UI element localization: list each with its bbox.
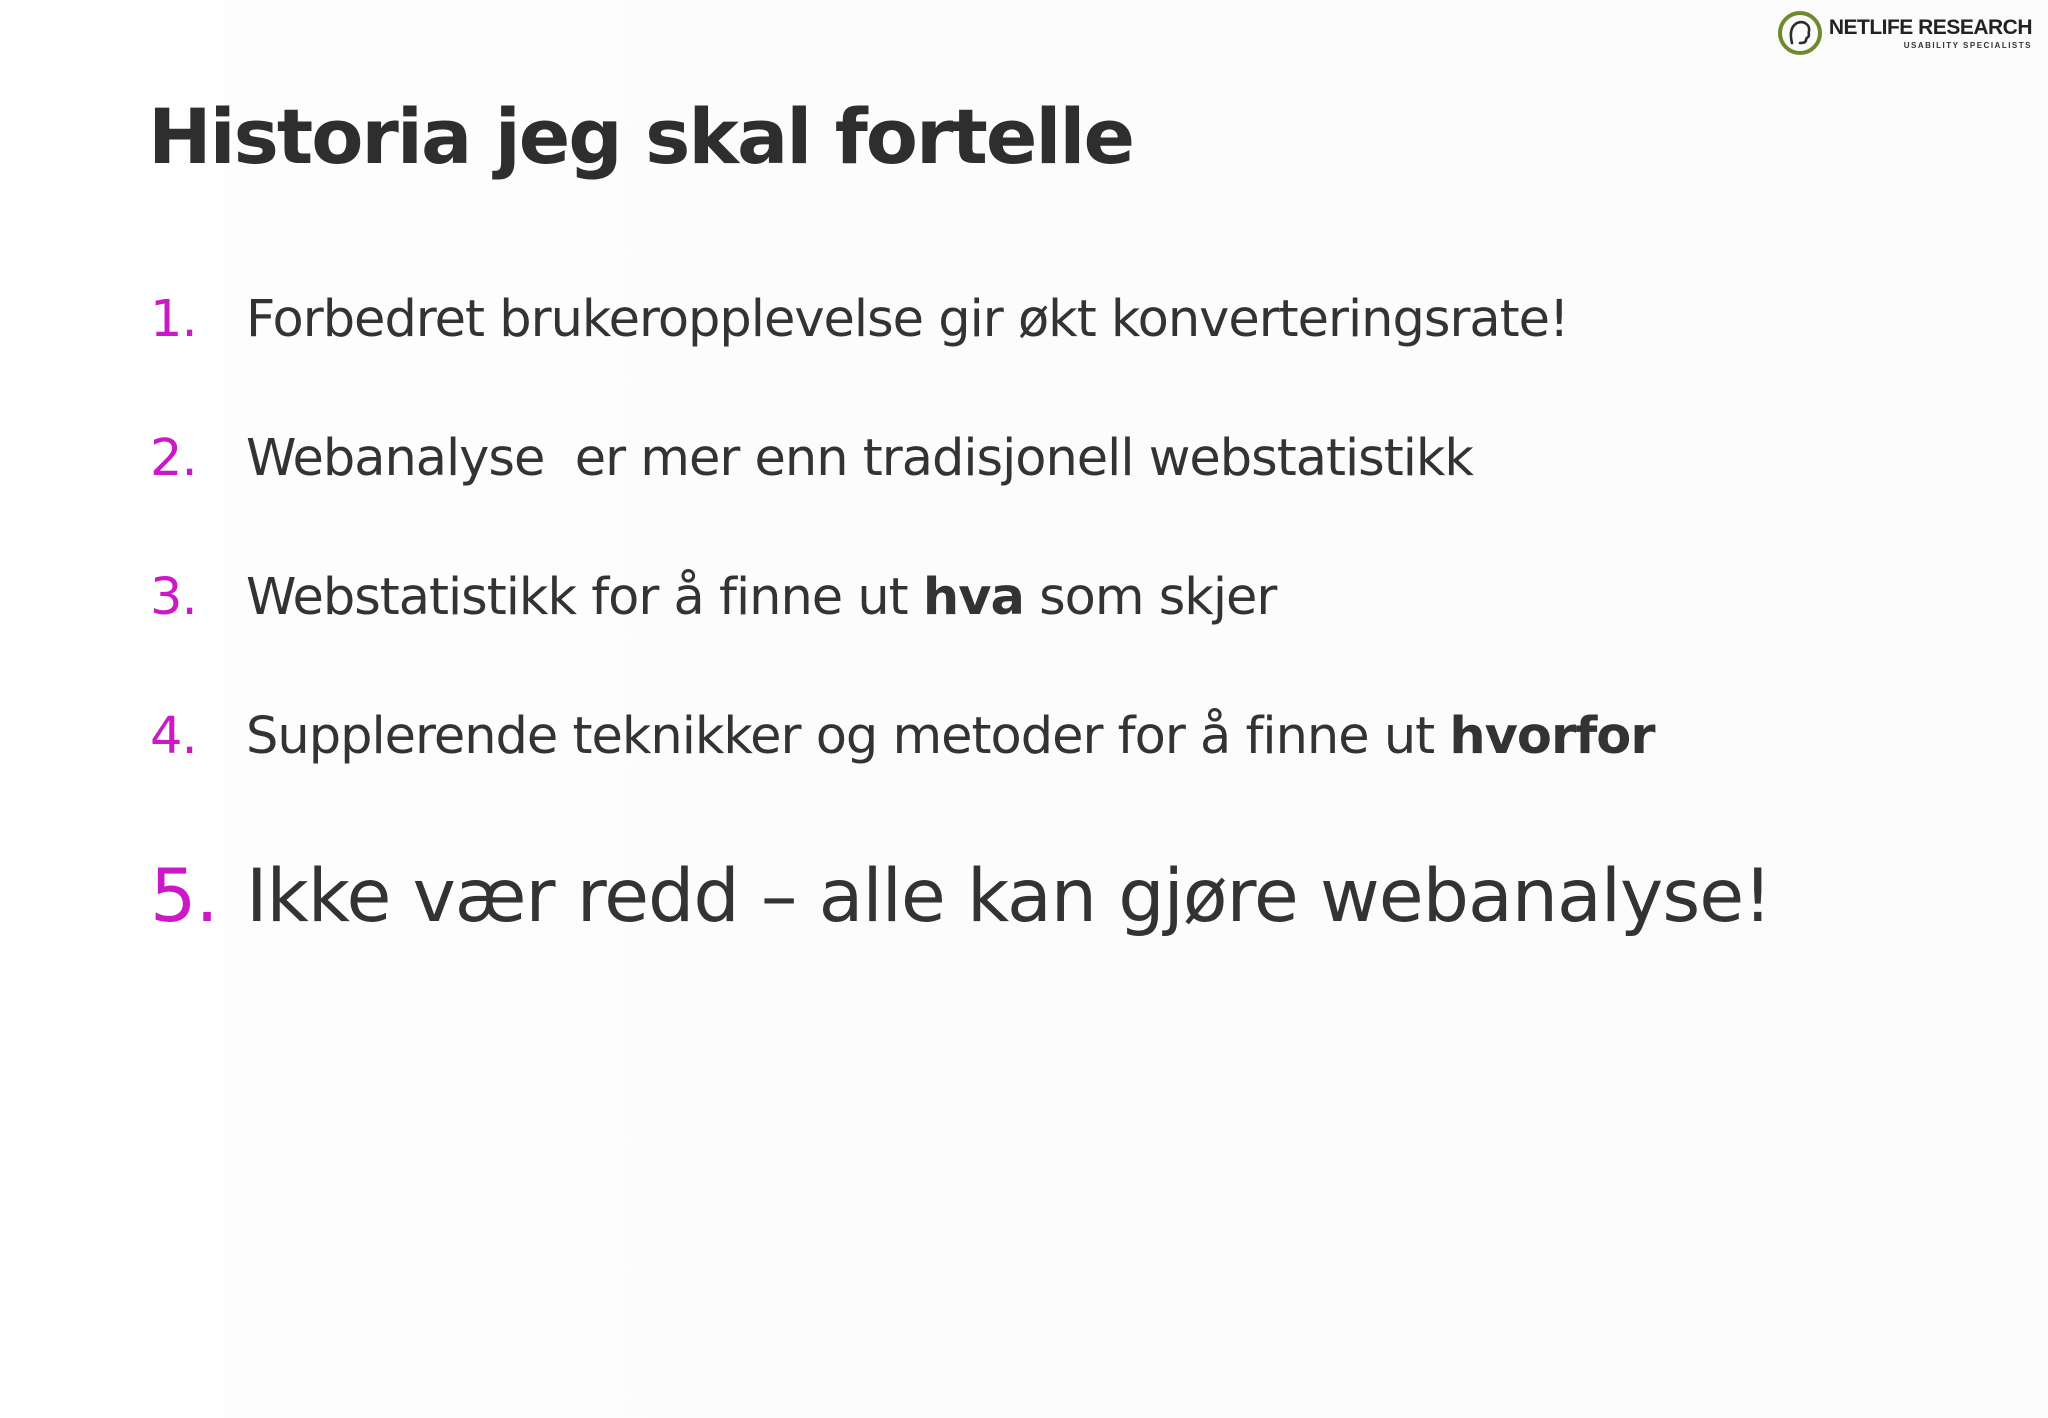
list-text xyxy=(246,290,1568,349)
list-number: 5. xyxy=(150,854,218,939)
slide-title: Historia jeg skal fortelle xyxy=(148,92,1134,181)
list-item xyxy=(150,568,1771,707)
list-item xyxy=(150,290,1771,429)
logo-name: NETLIFE RESEARCH xyxy=(1828,15,2032,39)
logo-text xyxy=(1829,17,2032,50)
list-text-part: Webstatistikk for å finne ut xyxy=(246,568,923,627)
list-item xyxy=(150,429,1771,568)
list-number: 2. xyxy=(150,429,197,488)
list-text-part: Forbedret brukeropplevelse gir økt konverteringsrate! xyxy=(246,290,1569,349)
list-text xyxy=(246,707,1655,766)
list-text-part: Supplerende teknikker og metoder for å finne ut xyxy=(246,707,1450,766)
list-text-emphasis: hvorfor xyxy=(1449,707,1655,766)
list-text-part: Webanalyse er mer enn tradisjonell webstatistikk xyxy=(246,429,1473,488)
list-text-part: Ikke vær redd – alle kan gjøre webanalyse! xyxy=(246,854,1772,939)
list-number: 4. xyxy=(150,707,197,766)
list-number: 1. xyxy=(150,290,197,349)
list-item-highlight xyxy=(150,854,1771,993)
list-number: 3. xyxy=(150,568,197,627)
list-text xyxy=(246,854,1771,939)
netlife-logo xyxy=(1777,10,2032,56)
list-text-part: som skjer xyxy=(1023,568,1277,627)
list-item xyxy=(150,707,1771,846)
head-profile-icon xyxy=(1777,10,1823,56)
list-text xyxy=(246,568,1276,627)
logo-tagline: USABILITY SPECIALISTS xyxy=(1903,40,2032,50)
list-text xyxy=(246,429,1473,488)
numbered-list xyxy=(150,290,1771,993)
list-text-emphasis: hva xyxy=(922,568,1024,627)
